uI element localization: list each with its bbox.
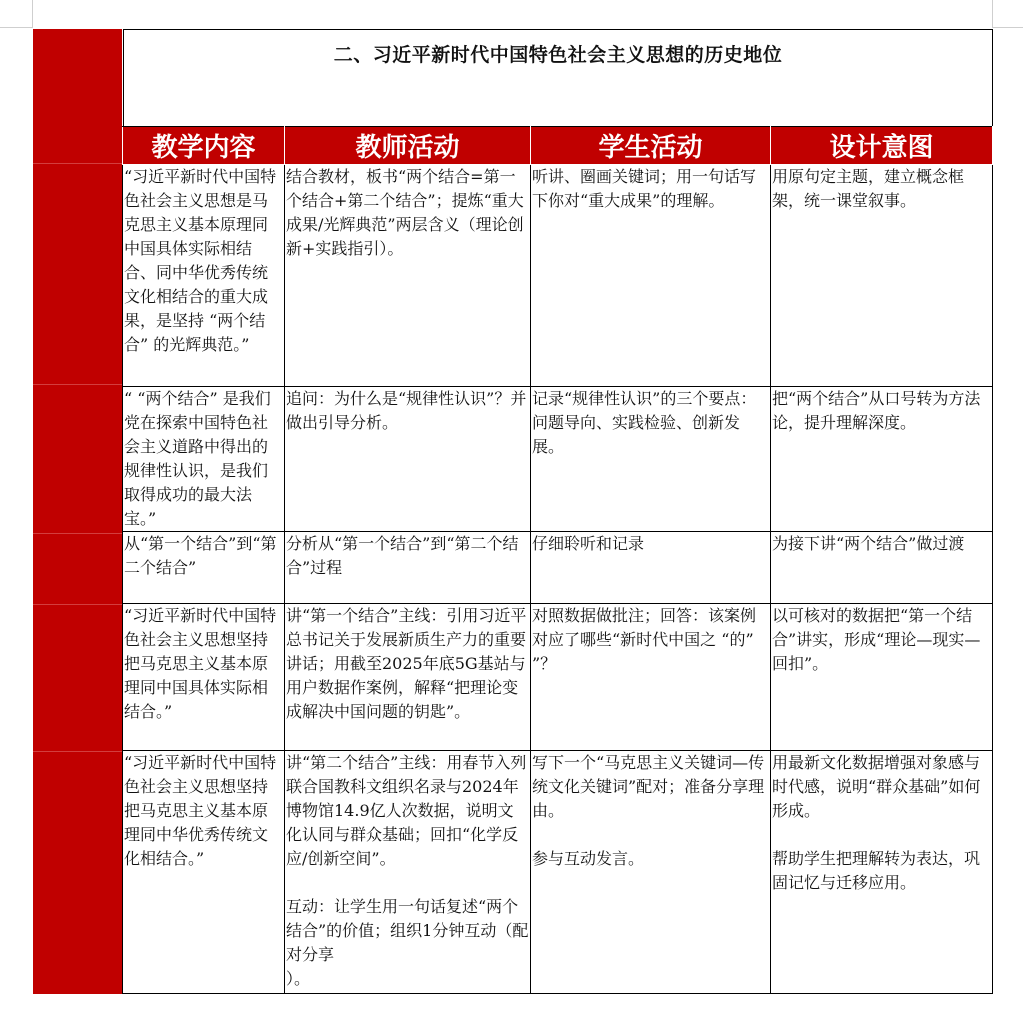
table-row [123, 604, 993, 751]
cell-student[interactable]: 写下一个“马克思主义关键词—传统文化关键词”配对；准备分享理由。 参与互动发言。 [531, 751, 771, 994]
cell-intent[interactable]: 以可核对的数据把“第一个结合”讲实，形成“理论—现实—回扣”。 [771, 604, 993, 751]
cell-content[interactable]: 从“第一个结合”到“第二个结合” [123, 532, 285, 604]
header-student-activity: 学生活动 [531, 127, 771, 165]
table-row [123, 532, 993, 604]
cell-teacher[interactable]: 追问：为什么是“规律性认识”？并做出引导分析。 [285, 387, 531, 532]
page-margin-mark-right [992, 0, 993, 28]
header-design-intent: 设计意图 [771, 127, 993, 165]
page-margin-mark-left-h [0, 27, 32, 28]
cell-content[interactable]: “习近平新时代中国特色社会主义思想是马克思主义基本原理同中国具体实际相结合、同中华优秀传统文化相结合的重大成果，是坚持 “两个结合” 的光辉典范。” [123, 165, 285, 387]
page-title: 二、习近平新时代中国特色社会主义思想的历史地位 [333, 44, 783, 66]
left-red-column [33, 29, 122, 994]
cell-intent[interactable]: 用最新文化数据增强对象感与时代感，说明“群众基础”如何形成。 帮助学生把理解转为表达，巩固记忆与迁移应用。 [771, 751, 993, 994]
lesson-table [122, 126, 993, 994]
row-divider [33, 533, 122, 534]
title-row [123, 29, 993, 126]
table-row [123, 387, 993, 532]
cell-student[interactable]: 对照数据做批注；回答：该案例对应了哪些“新时代中国之 “的” ”？ [531, 604, 771, 751]
cell-intent[interactable]: 把“两个结合”从口号转为方法论，提升理解深度。 [771, 387, 993, 532]
cell-student[interactable]: 听讲、圈画关键词；用一句话写下你对“重大成果”的理解。 [531, 165, 771, 387]
cell-content[interactable]: “习近平新时代中国特色社会主义思想坚持把马克思主义基本原理同中国具体实际相结合。” [123, 604, 285, 751]
header-teaching-content: 教学内容 [123, 127, 285, 165]
cell-teacher[interactable]: 讲“第二个结合”主线：用春节入列联合国教科文组织名录与2024年博物馆14.9亿人次数据，说明文化认同与群众基础；回扣“化学反应/创新空间”。 互动：让学生用一句话复述“两个结合”的价值；组织1分钟互动（配对分享 ）。 [285, 751, 531, 994]
table-row [123, 165, 993, 387]
header-row [123, 127, 993, 165]
lesson-plan-sheet [123, 29, 993, 994]
row-divider [33, 163, 122, 164]
row-divider [33, 384, 122, 385]
cell-intent[interactable]: 用原句定主题，建立概念框架，统一课堂叙事。 [771, 165, 993, 387]
row-divider [33, 604, 122, 605]
row-divider [33, 751, 122, 752]
cell-student[interactable]: 仔细聆听和记录 [531, 532, 771, 604]
cell-student[interactable]: 记录“规律性认识”的三个要点：问题导向、实践检验、创新发展。 [531, 387, 771, 532]
cell-teacher[interactable]: 分析从“第一个结合”到“第二个结合”过程 [285, 532, 531, 604]
page-margin-mark-right-h [993, 27, 1023, 28]
cell-intent[interactable]: 为接下讲“两个结合”做过渡 [771, 532, 993, 604]
cell-teacher[interactable]: 结合教材，板书“两个结合=第一个结合+第二个结合”；提炼“重大成果/光辉典范”两层含义（理论创新+实践指引）。 [285, 165, 531, 387]
cell-teacher[interactable]: 讲“第一个结合”主线：引用习近平总书记关于发展新质生产力的重要讲话；用截至2025年底5G基站与用户数据作案例，解释“把理论变成解决中国问题的钥匙”。 [285, 604, 531, 751]
table-row [123, 751, 993, 994]
cell-content[interactable]: “ “两个结合” 是我们党在探索中国特色社会主义道路中得出的规律性认识，是我们取得成功的最大法宝。” [123, 387, 285, 532]
page-margin-mark-left [32, 0, 33, 28]
header-teacher-activity: 教师活动 [285, 127, 531, 165]
cell-content[interactable]: “习近平新时代中国特色社会主义思想坚持把马克思主义基本原理同中华优秀传统文化相结合。” [123, 751, 285, 994]
